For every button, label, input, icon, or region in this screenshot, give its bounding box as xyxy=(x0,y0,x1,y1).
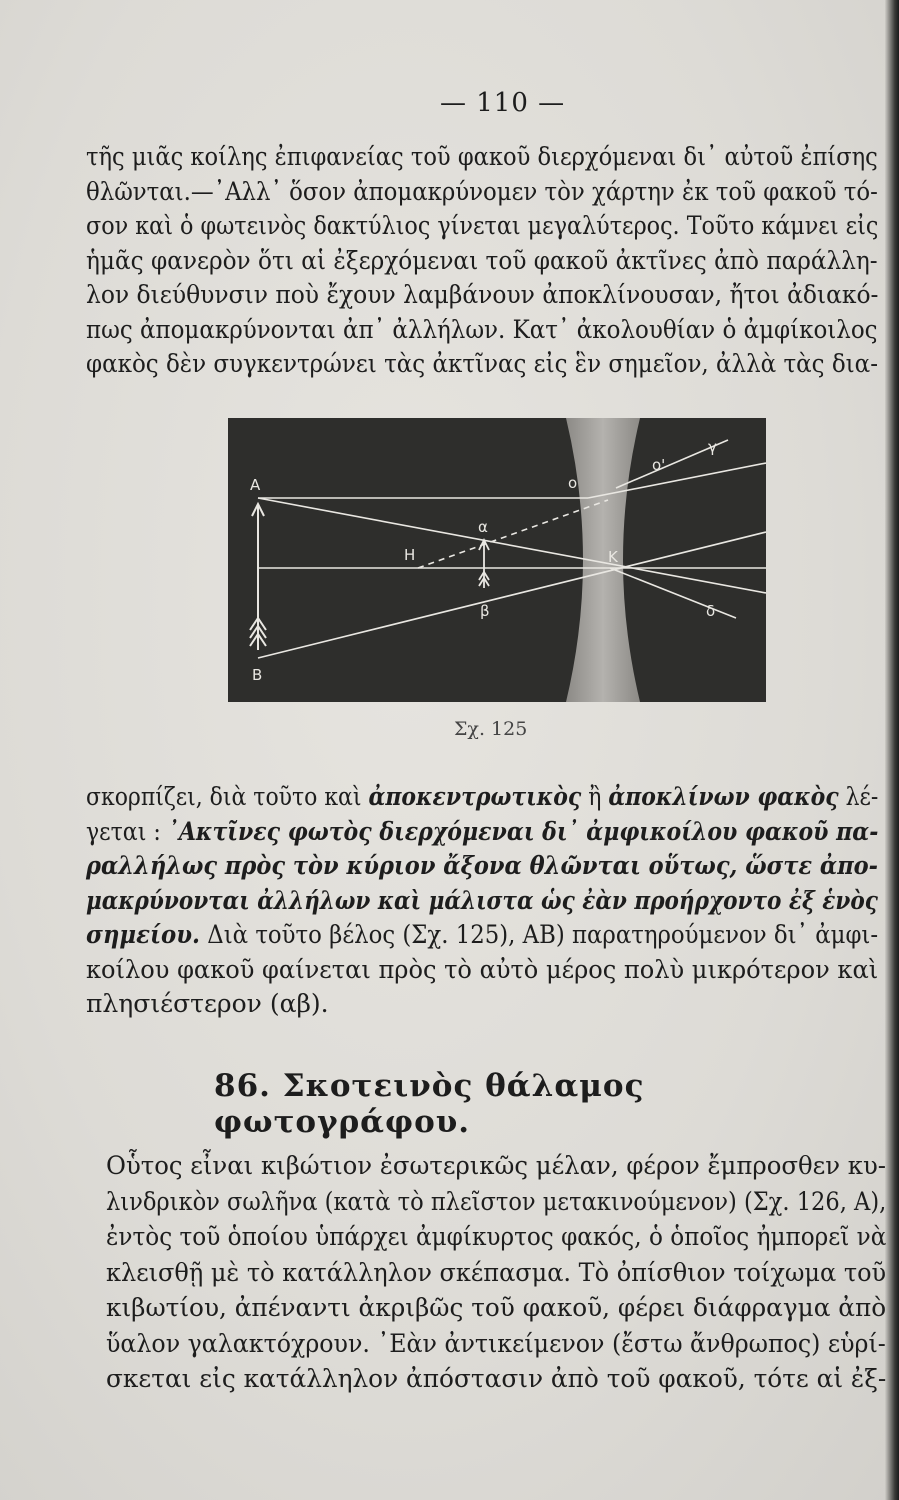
label-A: Α xyxy=(250,476,261,494)
label-beta: β xyxy=(480,602,490,620)
label-B: Β xyxy=(252,666,263,684)
figure-caption: Σχ. 125 xyxy=(454,718,528,740)
figure-background xyxy=(228,418,766,702)
label-K: Κ xyxy=(608,548,618,566)
text-line: λινδρικὸν σωλῆνα (κατὰ τὸ πλεῖστον μετακινούμενον) (Σχ. 126, Α), xyxy=(106,1186,887,1216)
page-number: — 110 — xyxy=(440,88,566,118)
text-line: κοίλου φακοῦ φαίνεται πρὸς τὸ αὐτὸ μέρος πολὺ μικρότερον καὶ xyxy=(86,954,879,984)
text-line: ὕαλον γαλακτόχρουν. ᾽Εὰν ἀντικείμενον (ἔστω ἄνθρωπος) εὑρί- xyxy=(106,1328,886,1358)
label-gamma: γ xyxy=(708,438,717,456)
text-line: σκορπίζει, διὰ τοῦτο καὶ ἀποκεντρωτικὸς ἢ ἀποκλίνων φακὸς λέ- xyxy=(86,782,879,811)
text-line: πως ἀπομακρύνονται ἀπ᾽ ἀλλήλων. Κατ᾽ ἀκολουθίαν ὁ ἀμφίκοιλος xyxy=(86,314,878,344)
label-o-prime: ο' xyxy=(652,456,666,474)
label-alpha: α xyxy=(478,518,488,536)
text-line: σημείου. Διὰ τοῦτο βέλος (Σχ. 125), ΑΒ) παρατηρούμενον δι᾽ ἀμφι- xyxy=(86,920,879,949)
text-line: θλῶνται.—᾽Αλλ᾽ ὅσον ἀπομακρύνομεν τὸν χάρτην ἐκ τοῦ φακοῦ τό- xyxy=(86,176,878,206)
paragraph-1 xyxy=(86,140,878,382)
text-line: ἐντὸς τοῦ ὁποίου ὑπάρχει ἀμφίκυρτος φακός, ὁ ὁποῖος ἠμπορεῖ νὰ xyxy=(106,1222,887,1251)
text-line: φακὸς δὲν συγκεντρώνει τὰς ἀκτῖνας εἰς ἓν σημεῖον, ἀλλὰ τὰς δια- xyxy=(86,349,878,378)
text-line: σκεται εἰς κατάλληλον ἀπόστασιν ἀπὸ τοῦ φακοῦ, τότε αἱ ἐξ- xyxy=(106,1364,887,1393)
book-spine-shadow xyxy=(885,0,899,1500)
text-line: κλεισθῇ μὲ τὸ κατάλληλον σκέπασμα. Τὸ ὀπίσθιον τοίχωμα τοῦ xyxy=(106,1257,887,1287)
paragraph-3 xyxy=(106,1148,886,1397)
text-line: τῆς μιᾶς κοίλης ἐπιφανείας τοῦ φακοῦ διερχόμεναι δι᾽ αὐτοῦ ἐπίσης xyxy=(86,142,878,171)
text-line: σον καὶ ὁ φωτεινὸς δακτύλιος γίνεται μεγαλύτερος. Τοῦτο κάμνει εἰς xyxy=(86,211,879,240)
label-delta: δ xyxy=(706,602,716,620)
text-line: ἡμᾶς φανερὸν ὅτι αἱ ἐξερχόμεναι τοῦ φακοῦ ἀκτῖνες ἀπὸ παράλλη- xyxy=(86,245,878,275)
label-H: Η xyxy=(404,546,416,564)
text-line: κιβωτίου, ἀπέναντι ἀκριβῶς τοῦ φακοῦ, φέρει διάφραγμα ἀπὸ xyxy=(106,1293,887,1322)
text-line: μακρύνονται ἀλλήλων καὶ μάλιστα ὡς ἐὰν προήρχοντο ἐξ ἑνὸς xyxy=(86,885,878,915)
lens-diagram-figure xyxy=(228,418,766,702)
text-line: Οὗτος εἶναι κιβώτιον ἐσωτερικῶς μέλαν, φέρον ἔμπροσθεν κυ- xyxy=(106,1151,887,1180)
text-line: ραλλήλως πρὸς τὸν κύριον ἄξονα θλῶνται οὕτως, ὥστε ἀπο- xyxy=(86,851,879,880)
text-line: πλησιέστερον (αβ). xyxy=(86,989,329,1018)
text-line: γεται : ᾽Ακτῖνες φωτὸς διερχόμεναι δι᾽ ἀμφικοίλου φακοῦ πα- xyxy=(86,816,879,846)
text-line: λον διεύθυνσιν ποὺ ἔχουν λαμβάνουν ἀποκλίνουσαν, ἤτοι ἀδιακό- xyxy=(86,280,879,309)
section-heading: 86. Σκοτεινὸς θάλαμος φωτογράφου. xyxy=(214,1068,645,1140)
paragraph-2 xyxy=(86,780,878,1022)
label-o: ο xyxy=(568,474,578,492)
